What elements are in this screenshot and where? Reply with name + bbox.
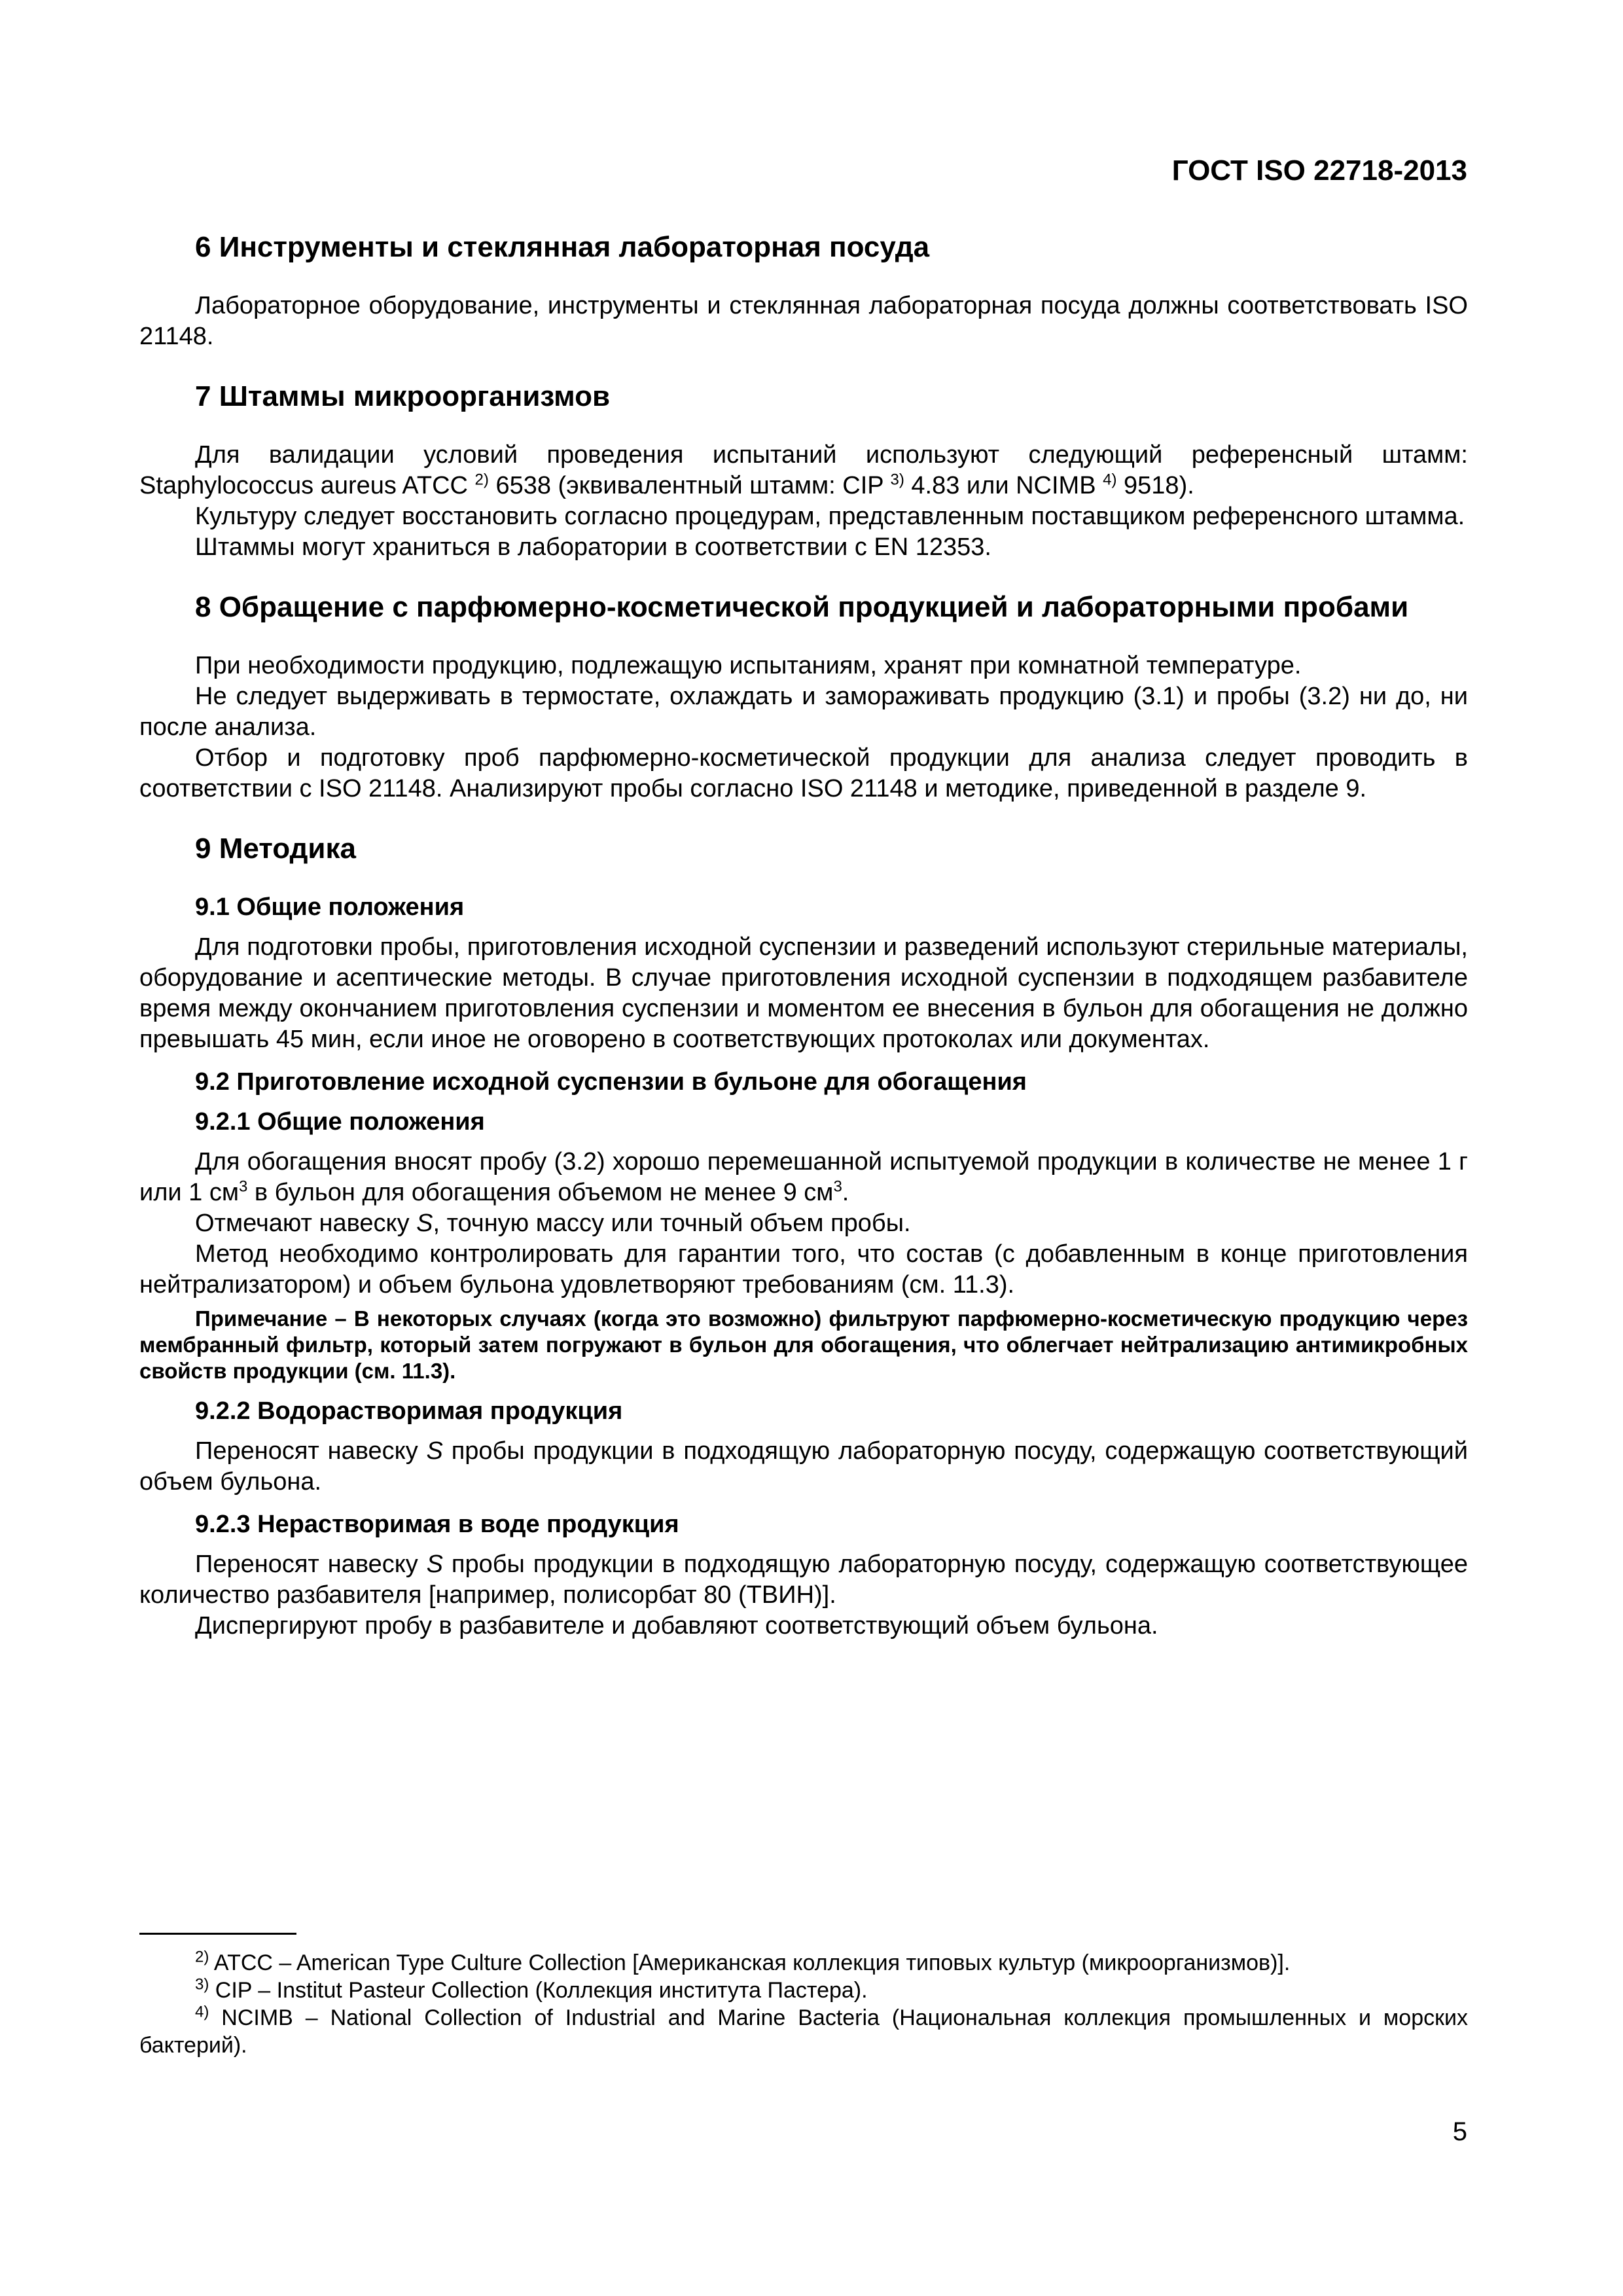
footnote-3: $^{3)}$ CIP – Institut Pasteur Collection (Коллекция института Пастера).	[195, 1975, 868, 2003]
footnote-4: $^{4)}$ NCIMB – National Collection of Industrial and Marine Bacteria (Национальная коллекция промышленных и морских бактерий).	[139, 2003, 1468, 2058]
section-9-2-1-paragraph-1: Для обогащения вносят пробу (3.2) хорошо перемешанной испытуемой продукции в количестве не менее 1 г или 1 $см^3$ в бульон для обогащения объемом не менее 9 $см^3$.	[139, 1148, 1468, 1206]
section-9-2-1-paragraph-3: Метод необходимо контролировать для гарантии того, что состав (с добавленным в конце приготовления нейтрализатором) и объем бульона удовлетворяют требованиям (см. 11.3).	[139, 1240, 1468, 1299]
section-9-1-paragraph: Для подготовки пробы, приготовления исходной суспензии и разведений используют стерильные материалы, оборудование и асептические методы. В случае приготовления исходной суспензии в подходящем разбавителе время между окончанием приготовления суспензии и моментом ее внесения в бульон для обогащения не должно превышать 45 мин, если иное не оговорено в соответствующих протоколах или документах.	[139, 933, 1468, 1053]
section-9-1-title: 9.1 Общие положения	[195, 893, 465, 921]
section-7-paragraph-storage: Штаммы могут храниться в лаборатории в соответствии с EN 12353.	[195, 533, 991, 561]
section-9-2-2-title: 9.2.2 Водорастворимая продукция	[195, 1397, 623, 1425]
section-9-2-1-title: 9.2.1 Общие положения	[195, 1108, 485, 1136]
document-code: ГОСТ ISO 22718-2013	[1171, 154, 1467, 187]
section-9-2-1-paragraph-2: Отмечают навеску S, точную массу или точный объем пробы.	[195, 1210, 911, 1237]
section-9-2-title: 9.2 Приготовление исходной суспензии в бульоне для обогащения	[195, 1068, 1027, 1096]
section-9-2-1	[139, 1107, 1468, 1384]
section-9-1	[139, 892, 1468, 1055]
section-7-title: 7 Штаммы микроорганизмов	[195, 380, 611, 412]
section-9-2-3-paragraph-2: Диспергируют пробу в разбавителе и добавляют соответствующий объем бульона.	[195, 1612, 1158, 1640]
main-content	[139, 229, 1468, 1653]
footnote-2: $^{2)}$ ATCC – American Type Culture Collection [Американская коллекция типовых культур (микроорганизмов)].	[195, 1948, 1291, 1975]
section-7-paragraph-strain: Для валидации условий проведения испытаний используют следующий референсный штамм: Staphylococcus aureus ATCC $^{2)}$ 6538 (эквивалентный штамм: CIP $^{3)}$ 4.83 или NCIMB $^{4)}$ 9518).	[139, 441, 1468, 499]
section-8-paragraph-3: Отбор и подготовку проб парфюмерно-косметической продукции для анализа следует проводить в соответствии с ISO 21148. Анализируют пробы согласно ISO 21148 и методике, приведенной в разделе 9.	[139, 744, 1468, 802]
section-9-2-2	[139, 1396, 1468, 1498]
section-9-2-3	[139, 1509, 1468, 1641]
page-number: 5	[1452, 2117, 1467, 2146]
section-9-2-3-title: 9.2.3 Нерастворимая в воде продукция	[195, 1511, 679, 1538]
section-6-title: 6 Инструменты и стеклянная лабораторная посуда	[195, 231, 930, 263]
section-9-2-2-paragraph: Переносят навеску S пробы продукции в подходящую лабораторную посуду, содержащую соответствующий объем бульона.	[139, 1437, 1468, 1496]
section-7	[139, 378, 1468, 563]
footnote-ref-2: 2)	[474, 471, 489, 489]
footnotes	[139, 1949, 1468, 2059]
section-8	[139, 589, 1468, 804]
footnote-ref-4: 4)	[1103, 471, 1117, 489]
section-9-title: 9 Методика	[195, 833, 356, 865]
section-9-2-3-paragraph-1: Переносят навеску S пробы продукции в подходящую лабораторную посуду, содержащую соответствующее количество разбавителя [например, полисорбат 80 (ТВИН)].	[139, 1551, 1468, 1609]
section-7-paragraph-culture: Культуру следует восстановить согласно процедурам, представленным поставщиком референсного штамма.	[195, 503, 1465, 530]
section-8-paragraph-1: При необходимости продукцию, подлежащую испытаниям, хранят при комнатной температуре.	[195, 652, 1302, 679]
section-9-2	[139, 1067, 1468, 1641]
section-6-paragraph: Лабораторное оборудование, инструменты и стеклянная лабораторная посуда должны соответствовать ISO 21148.	[139, 292, 1468, 350]
footnote-divider	[139, 1933, 296, 1935]
section-8-paragraph-2: Не следует выдерживать в термостате, охлаждать и замораживать продукцию (3.1) и пробы (3.2) ни до, ни после анализа.	[139, 683, 1468, 741]
section-9	[139, 831, 1468, 1641]
note: Примечание – В некоторых случаях (когда это возможно) фильтруют парфюмерно-косметическую продукцию через мембранный фильтр, который затем погружают в бульон для обогащения, что облегчает нейтрализацию антимикробных свойств продукции (см. 11.3).	[139, 1306, 1468, 1383]
section-6	[139, 229, 1468, 352]
footnote-ref-3: 3)	[890, 471, 904, 489]
section-8-title: 8 Обращение с парфюмерно-косметической продукцией и лабораторными пробами	[195, 591, 1409, 623]
